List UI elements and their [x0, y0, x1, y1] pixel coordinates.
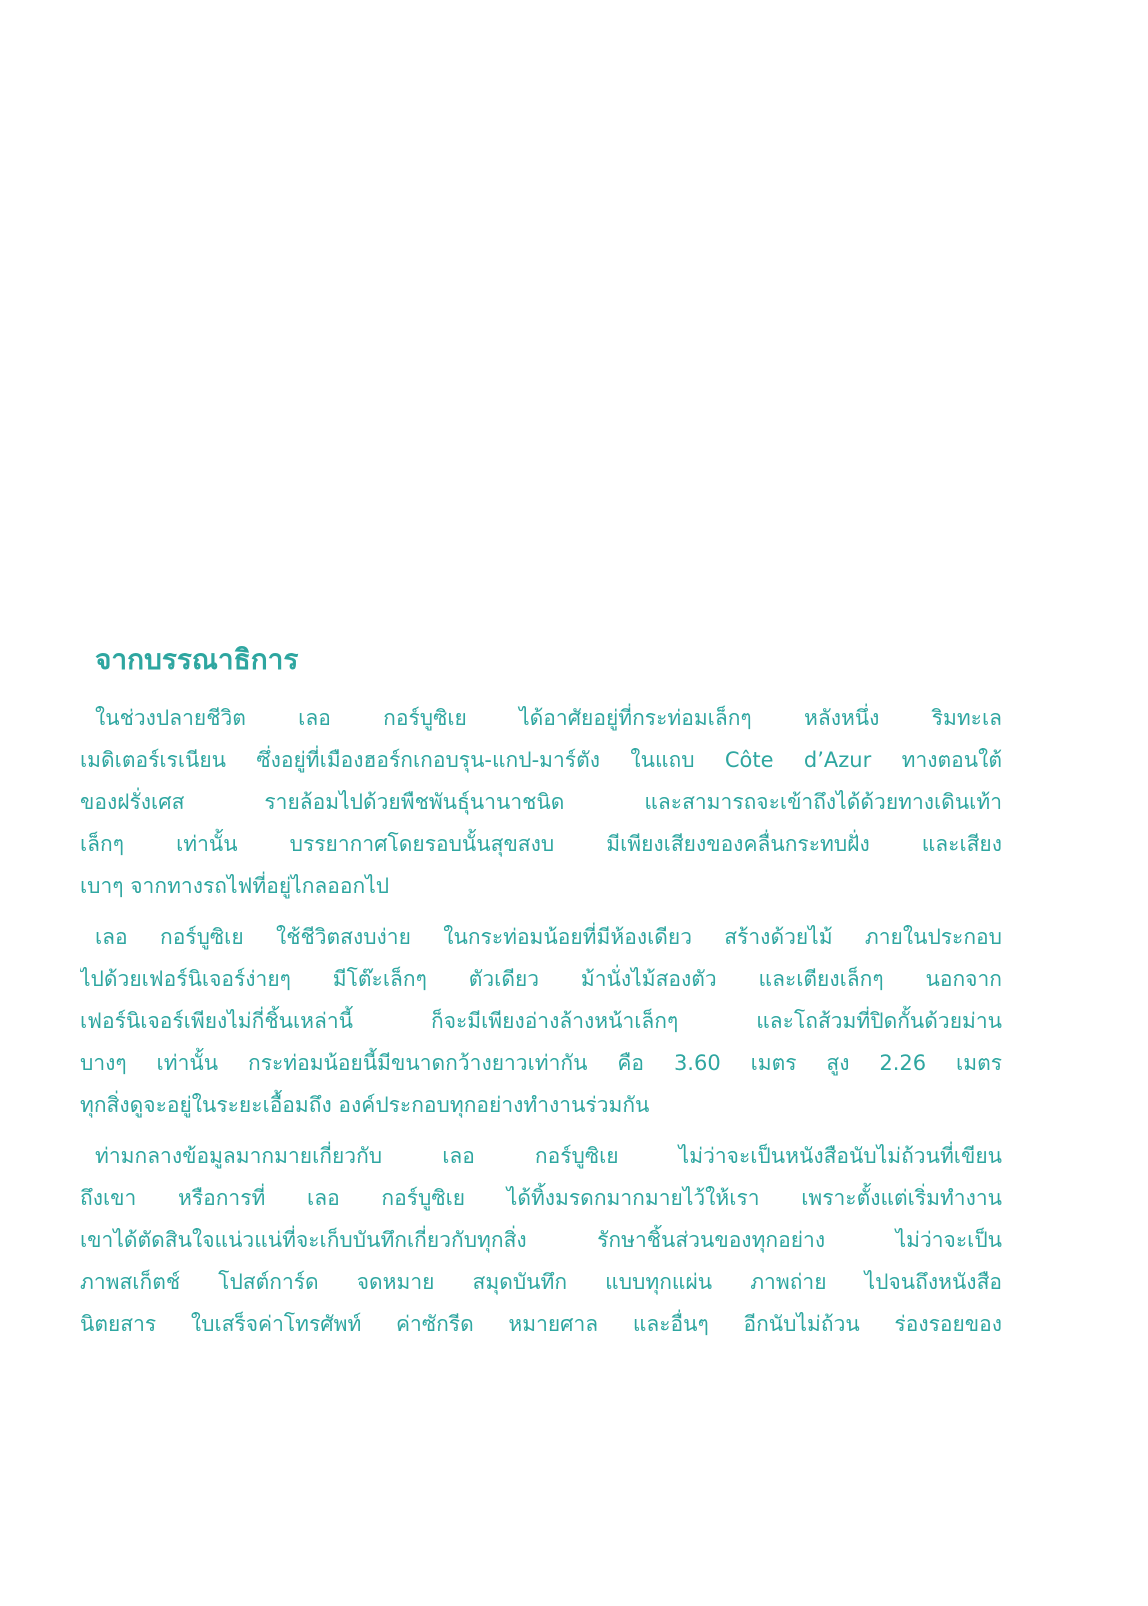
text-line: ท่ามกลางข้อมูลมากมายเกี่ยวกับ เลอ กอร์บูซิเย ไม่ว่าจะเป็นหนังสือนับไม่ถ้วนที่เขียน [95, 1144, 1002, 1168]
text-line: ทุกสิ่งดูจะอยู่ในระยะเอื้อมถึง องค์ประกอบทุกอย่างทำงานร่วมกัน [80, 1093, 650, 1117]
text-line: เฟอร์นิเจอร์เพียงไม่กี่ชิ้นเหล่านี้ ก็จะมีเพียงอ่างล้างหน้าเล็กๆ และโถส้วมที่ปิดกั้นด้วยม่าน [80, 1009, 1002, 1033]
body-text [80, 697, 1002, 1354]
section-heading: จากบรรณาธิการ [95, 643, 299, 676]
text-line: เบาๆ จากทางรถไฟที่อยู่ไกลออกไป [80, 874, 390, 898]
text-line: ในช่วงปลายชีวิต เลอ กอร์บูซิเย ได้อาศัยอยู่ที่กระท่อมเล็กๆ หลังหนึ่ง ริมทะเล [95, 706, 1002, 730]
text-line: บางๆ เท่านั้น กระท่อมน้อยนี้มีขนาดกว้างยาวเท่ากัน คือ 3.60 เมตร สูง 2.26 เมตร [80, 1051, 1002, 1075]
text-line: ภาพสเก็ตช์ โปสต์การ์ด จดหมาย สมุดบันทึก แบบทุกแผ่น ภาพถ่าย ไปจนถึงหนังสือ [80, 1270, 1002, 1294]
text-line: ของฝรั่งเศส รายล้อมไปด้วยพืชพันธุ์นานาชนิด และสามารถจะเข้าถึงได้ด้วยทางเดินเท้า [80, 790, 1002, 814]
text-line: เขาได้ตัดสินใจแน่วแน่ที่จะเก็บบันทึกเกี่ยวกับทุกสิ่ง รักษาชิ้นส่วนของทุกอย่าง ไม่ว่าจะเป็น [80, 1228, 1002, 1252]
text-line: เล็กๆ เท่านั้น บรรยากาศโดยรอบนั้นสุขสงบ มีเพียงเสียงของคลื่นกระทบฝั่ง และเสียง [80, 832, 1002, 856]
text-line: เลอ กอร์บูซิเย ใช้ชีวิตสงบง่าย ในกระท่อมน้อยที่มีห้องเดียว สร้างด้วยไม้ ภายในประกอบ [95, 925, 1002, 949]
text-line: ไปด้วยเฟอร์นิเจอร์ง่ายๆ มีโต๊ะเล็กๆ ตัวเดียว ม้านั่งไม้สองตัว และเตียงเล็กๆ นอกจาก [80, 967, 1002, 991]
paragraph-1 [80, 697, 1002, 907]
paragraph-2 [80, 916, 1002, 1126]
text-line: ถึงเขา หรือการที่ เลอ กอร์บูซิเย ได้ทิ้งมรดกมากมายไว้ให้เรา เพราะตั้งแต่เริ่มทำงาน [80, 1186, 1002, 1210]
text-line: นิตยสาร ใบเสร็จค่าโทรศัพท์ ค่าซักรีด หมายศาล และอื่นๆ อีกนับไม่ถ้วน ร่องรอยของ [80, 1312, 1002, 1336]
text-line: เมดิเตอร์เรเนียน ซึ่งอยู่ที่เมืองฮอร์กเกอบรุน-แกป-มาร์ตัง ในแถบ Côte d’Azur ทางตอนใต้ [80, 748, 1002, 772]
paragraph-3 [80, 1135, 1002, 1345]
